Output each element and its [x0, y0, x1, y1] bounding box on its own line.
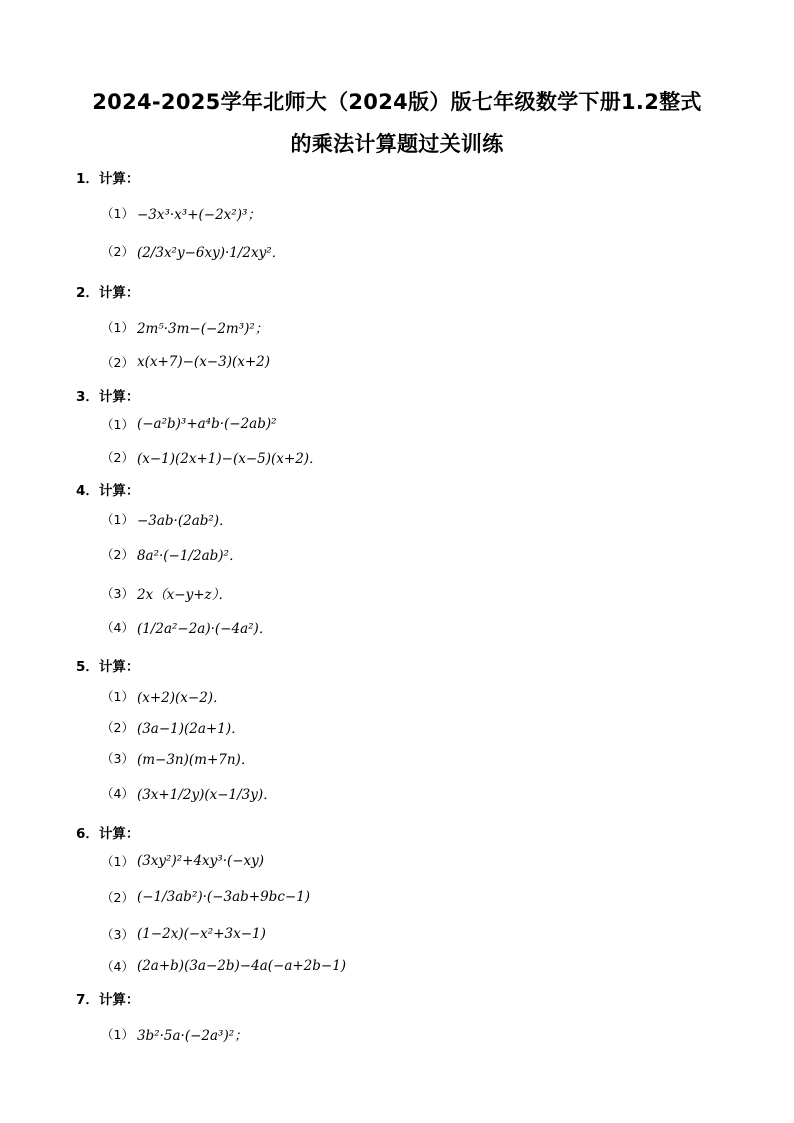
question-4-item-2 [101, 544, 242, 564]
question-6-item-3 [101, 925, 266, 943]
item-number: （2） [101, 720, 134, 735]
item-number: （2） [101, 450, 134, 465]
math-expression: 3b²·5a·(−2a³)²； [136, 1028, 248, 1044]
question-3-label: 3．计算： [76, 389, 140, 405]
item-number: （4） [101, 959, 134, 974]
math-expression: (3a−1)(2a+1)． [136, 721, 245, 737]
item-number: （1） [101, 417, 134, 432]
item-number: （2） [101, 890, 134, 905]
item-number: （3） [101, 586, 134, 601]
question-7-label: 7．计算： [76, 992, 140, 1008]
question-5-item-4 [101, 783, 277, 803]
question-4-item-4 [101, 617, 272, 637]
question-6-item-4 [101, 957, 346, 975]
question-5-item-2 [101, 717, 245, 737]
item-number: （2） [101, 244, 134, 259]
item-number: （1） [101, 1027, 134, 1042]
question-2-item-2 [101, 353, 270, 371]
item-number: （4） [101, 620, 134, 635]
question-5-item-1 [101, 686, 227, 706]
question-5-item-3 [101, 748, 254, 768]
question-1-item-1 [101, 203, 261, 223]
question-4-item-3 [101, 583, 232, 603]
item-number: （1） [101, 206, 134, 221]
question-1-label: 1．计算： [76, 171, 140, 187]
math-expression: (1/2a²−2a)·(−4a²)． [136, 621, 273, 637]
math-expression: (1−2x)(−x²+3x−1) [136, 926, 266, 942]
question-6-label: 6．计算： [76, 826, 140, 842]
question-2-item-1 [101, 317, 268, 337]
math-expression: 2m⁵·3m−(−2m³)²； [136, 321, 269, 337]
item-number: （1） [101, 320, 134, 335]
question-6-item-2 [101, 888, 310, 906]
item-number: （2） [101, 547, 134, 562]
question-6-item-1 [101, 852, 264, 870]
item-number: （3） [101, 927, 134, 942]
math-expression: 2x（x−y+z）． [136, 587, 232, 603]
item-number: （1） [101, 689, 134, 704]
math-expression: −3x³·x³+(−2x²)³； [136, 207, 261, 223]
math-expression: (−a²b)³+a⁴b·(−2ab)² [136, 416, 277, 432]
math-expression: (−1/3ab²)·(−3ab+9bc−1) [136, 889, 311, 905]
math-expression: (x+2)(x−2)． [136, 690, 227, 706]
item-number: （3） [101, 751, 134, 766]
item-number: （4） [101, 786, 134, 801]
math-expression: (2/3x²y−6xy)·1/2xy²． [136, 245, 286, 261]
math-expression: 8a²·(−1/2ab)²． [136, 548, 243, 564]
math-expression: (m−3n)(m+7n)． [136, 752, 255, 768]
math-expression: x(x+7)−(x−3)(x+2) [136, 354, 271, 370]
item-number: （1） [101, 854, 134, 869]
question-3-item-1 [101, 415, 277, 433]
question-7-item-1 [101, 1024, 248, 1044]
document-title-line2: 的乘法计算题过关训练 [290, 132, 504, 156]
document-title-line1: 2024-2025学年北师大（2024版）版七年级数学下册1.2整式 [92, 90, 702, 114]
math-expression: (3x+1/2y)(x−1/3y)． [136, 787, 277, 803]
item-number: （2） [101, 355, 134, 370]
math-expression: (2a+b)(3a−2b)−4a(−a+2b−1) [136, 958, 347, 974]
question-4-item-1 [101, 509, 233, 529]
question-1-item-2 [101, 241, 285, 261]
question-5-label: 5．计算： [76, 659, 140, 675]
math-expression: (3xy²)²+4xy³·(−xy) [136, 853, 265, 869]
question-2-label: 2．计算： [76, 285, 140, 301]
math-expression: −3ab·(2ab²)． [136, 513, 233, 529]
question-4-label: 4．计算： [76, 483, 140, 499]
question-3-item-2 [101, 447, 323, 467]
math-expression: (x−1)(2x+1)−(x−5)(x+2)． [136, 451, 323, 467]
item-number: （1） [101, 512, 134, 527]
